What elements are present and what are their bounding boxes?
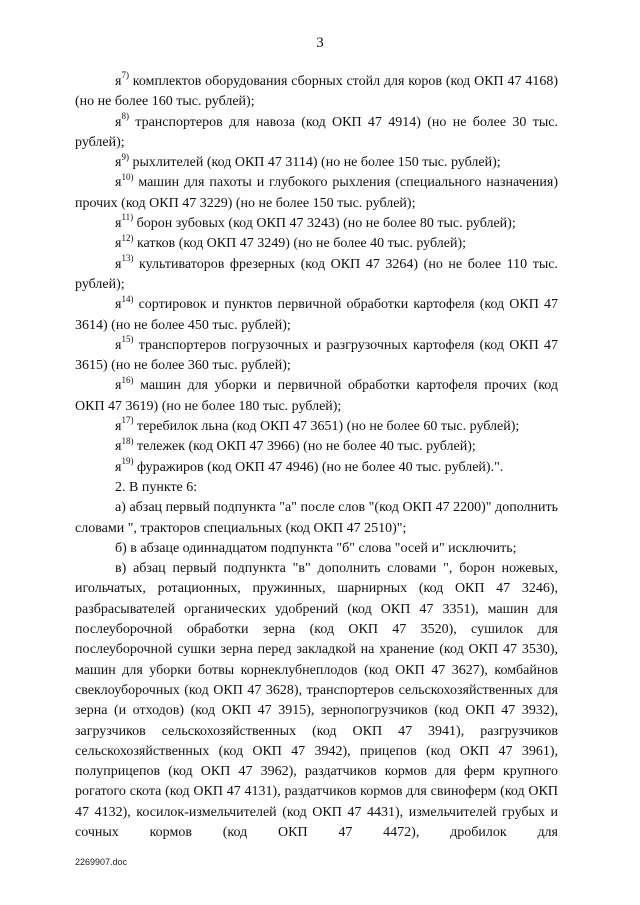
list-item (75, 153, 558, 173)
list-item (75, 417, 558, 437)
item-text: тележек (код ОКП 47 3966) (но не более 40 тыс. рублей); (133, 439, 476, 455)
item-prefix: я (115, 378, 122, 394)
item-prefix: я (115, 236, 122, 252)
item-text: транспортеров для навоза (код ОКП 47 4914) (но не более 30 тыс. рублей); (75, 114, 558, 150)
list-item (75, 295, 558, 336)
list-item (75, 72, 558, 113)
item-text: сортировок и пунктов первичной обработки картофеля (код ОКП 47 3614) (но не более 450 тыс. рублей); (75, 297, 558, 333)
item-superscript: 7) (121, 70, 129, 81)
point-heading: 2. В пункте 6: (115, 479, 198, 495)
list-item (75, 336, 558, 377)
item-prefix: я (115, 419, 122, 435)
item-superscript: 9) (121, 151, 129, 162)
item-text: фуражиров (код ОКП 47 4946) (но не более 40 тыс. рублей).". (133, 459, 504, 475)
list-item (75, 173, 558, 214)
item-text: транспортеров погрузочных и разгрузочных картофеля (код ОКП 47 3615) (но не более 360 тыс. рублей); (75, 337, 558, 374)
item-prefix: я (115, 175, 122, 191)
subpoint-a: а) абзац первый подпункта "а" после слов "(код ОКП 47 2200)" дополнить словами ", тракторов специальных (код ОКП 47 2510)"; (75, 500, 558, 536)
item-prefix: я (115, 155, 122, 171)
item-prefix: я (115, 297, 122, 313)
list-item (75, 376, 558, 417)
footer-filename: 2269907.doc (75, 857, 128, 867)
item-superscript: 14) (121, 293, 134, 304)
item-superscript: 16) (121, 374, 134, 385)
item-text: комплектов оборудования сборных стойл для коров (код ОКП 47 4168) (но не более 160 тыс. рублей); (75, 74, 558, 110)
item-prefix: я (115, 459, 122, 475)
list-item (75, 255, 558, 296)
item-prefix: я (115, 256, 122, 272)
item-text: борон зубовых (код ОКП 47 3243) (но не более 80 тыс. рублей); (133, 216, 516, 232)
item-prefix: я (115, 439, 122, 455)
list-item (75, 437, 558, 457)
item-text: теребилок льна (код ОКП 47 3651) (но не более 60 тыс. рублей); (133, 419, 520, 435)
item-text: машин для пахоты и глубокого рыхления (специального назначения) прочих (код ОКП 47 3229) (но не более 150 тыс. рублей); (75, 175, 558, 211)
item-prefix: я (115, 216, 122, 232)
item-prefix: я (115, 74, 122, 89)
item-superscript: 8) (121, 110, 129, 121)
item-superscript: 19) (121, 455, 134, 466)
item-prefix: я (115, 114, 122, 130)
item-text: рыхлителей (код ОКП 47 3114) (но не более 150 тыс. рублей); (128, 155, 501, 171)
item-superscript: 18) (121, 435, 134, 446)
item-superscript: 13) (121, 253, 134, 264)
item-text: культиваторов фрезерных (код ОКП 47 3264) (но не более 110 тыс. рублей); (75, 256, 558, 292)
item-prefix: я (115, 337, 122, 353)
item-superscript: 12) (121, 232, 134, 243)
item-superscript: 17) (121, 415, 134, 426)
subpoint-b: б) в абзаце одиннадцатом подпункта "б" слова "осей и" исключить; (115, 540, 517, 556)
item-superscript: 11) (121, 212, 134, 223)
list-item (75, 214, 558, 234)
list-item (75, 455, 558, 478)
page-number: 3 (316, 35, 324, 51)
list-item (75, 110, 558, 154)
document-body (75, 72, 558, 843)
item-superscript: 15) (121, 334, 134, 345)
item-superscript: 10) (121, 171, 134, 182)
item-text: катков (код ОКП 47 3249) (но не более 40 тыс. рублей); (133, 236, 467, 252)
list-item (75, 234, 558, 254)
item-text: машин для уборки и первичной обработки картофеля прочих (код ОКП 47 3619) (но не более 180 тыс. рублей); (75, 378, 558, 414)
subpoint-c: в) абзац первый подпункта "в" дополнить словами ", борон ножевых, игольчатых, ротационных, пружинных, шарнирных (код ОКП 47 3246), разбрасывателей органических удобрений (код ОКП 47 3351), машин для послеуборочной обработки зерна (код ОКП 47 3520), сушилок для послеуборочной сушки зерна перед закладкой на хранение (код ОКП 47 3530), машин для уборки ботвы корнеклубнеплодов (код ОКП 47 3627), комбайнов свеклоуборочных (код ОКП 47 3628), транспортеров сельскохозяйственных для зерна (и отходов) (код ОКП 47 3915), зернопогрузчиков (код ОКП 47 3932), загрузчиков сельскохозяйственных (код ОКП 47 3941), разгрузчиков сельскохозяйственных (код ОКП 47 3942), прицепов (код ОКП 47 3961), полуприцепов (код ОКП 47 3962), раздатчиков кормов для ферм крупного рогатого скота (код ОКП 47 4131), раздатчиков кормов для свиноферм (код ОКП 47 4132), косилок-измельчителей (код ОКП 47 4431), измельчителей грубых и сочных кормов (код ОКП 47 4472), дробилок для (75, 561, 558, 840)
